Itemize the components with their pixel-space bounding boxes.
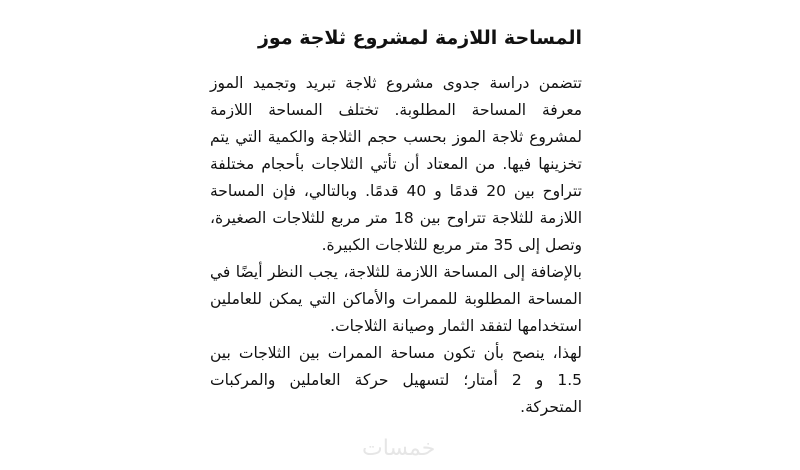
article-title: المساحة اللازمة لمشروع ثلاجة موز: [257, 27, 582, 49]
article-paragraph: لهذا، ينصح بأن تكون مساحة الممرات بين الثلاجات بين 1.5 و 2 أمتار؛ لتسهيل حركة العاملين والمركبات المتحركة.: [210, 344, 582, 416]
article: [210, 24, 582, 421]
watermark-logo: خمسات: [362, 436, 436, 461]
article-paragraph: بالإضافة إلى المساحة اللازمة للثلاجة، يجب النظر أيضًا في المساحة المطلوبة للممرات والأماكن التي يمكن للعاملين استخدامها لتفقد الثمار وصيانة الثلاجات.: [210, 263, 582, 335]
article-paragraph: تتضمن دراسة جدوى مشروع ثلاجة تبريد وتجميد الموز معرفة المساحة المطلوبة. تختلف المساحة اللازمة لمشروع ثلاجة الموز بحسب حجم الثلاجة والكمية التي يتم تخزينها فيها. من المعتاد أن تأتي الثلاجات بأحجام مختلفة تتراوح بين 20 قدمًا و 40 قدمًا. وبالتالي، فإن المساحة اللازمة للثلاجة تتراوح بين 18 متر مربع للثلاجات الصغيرة، وتصل إلى 35 متر مربع للثلاجات الكبيرة.: [210, 74, 583, 254]
